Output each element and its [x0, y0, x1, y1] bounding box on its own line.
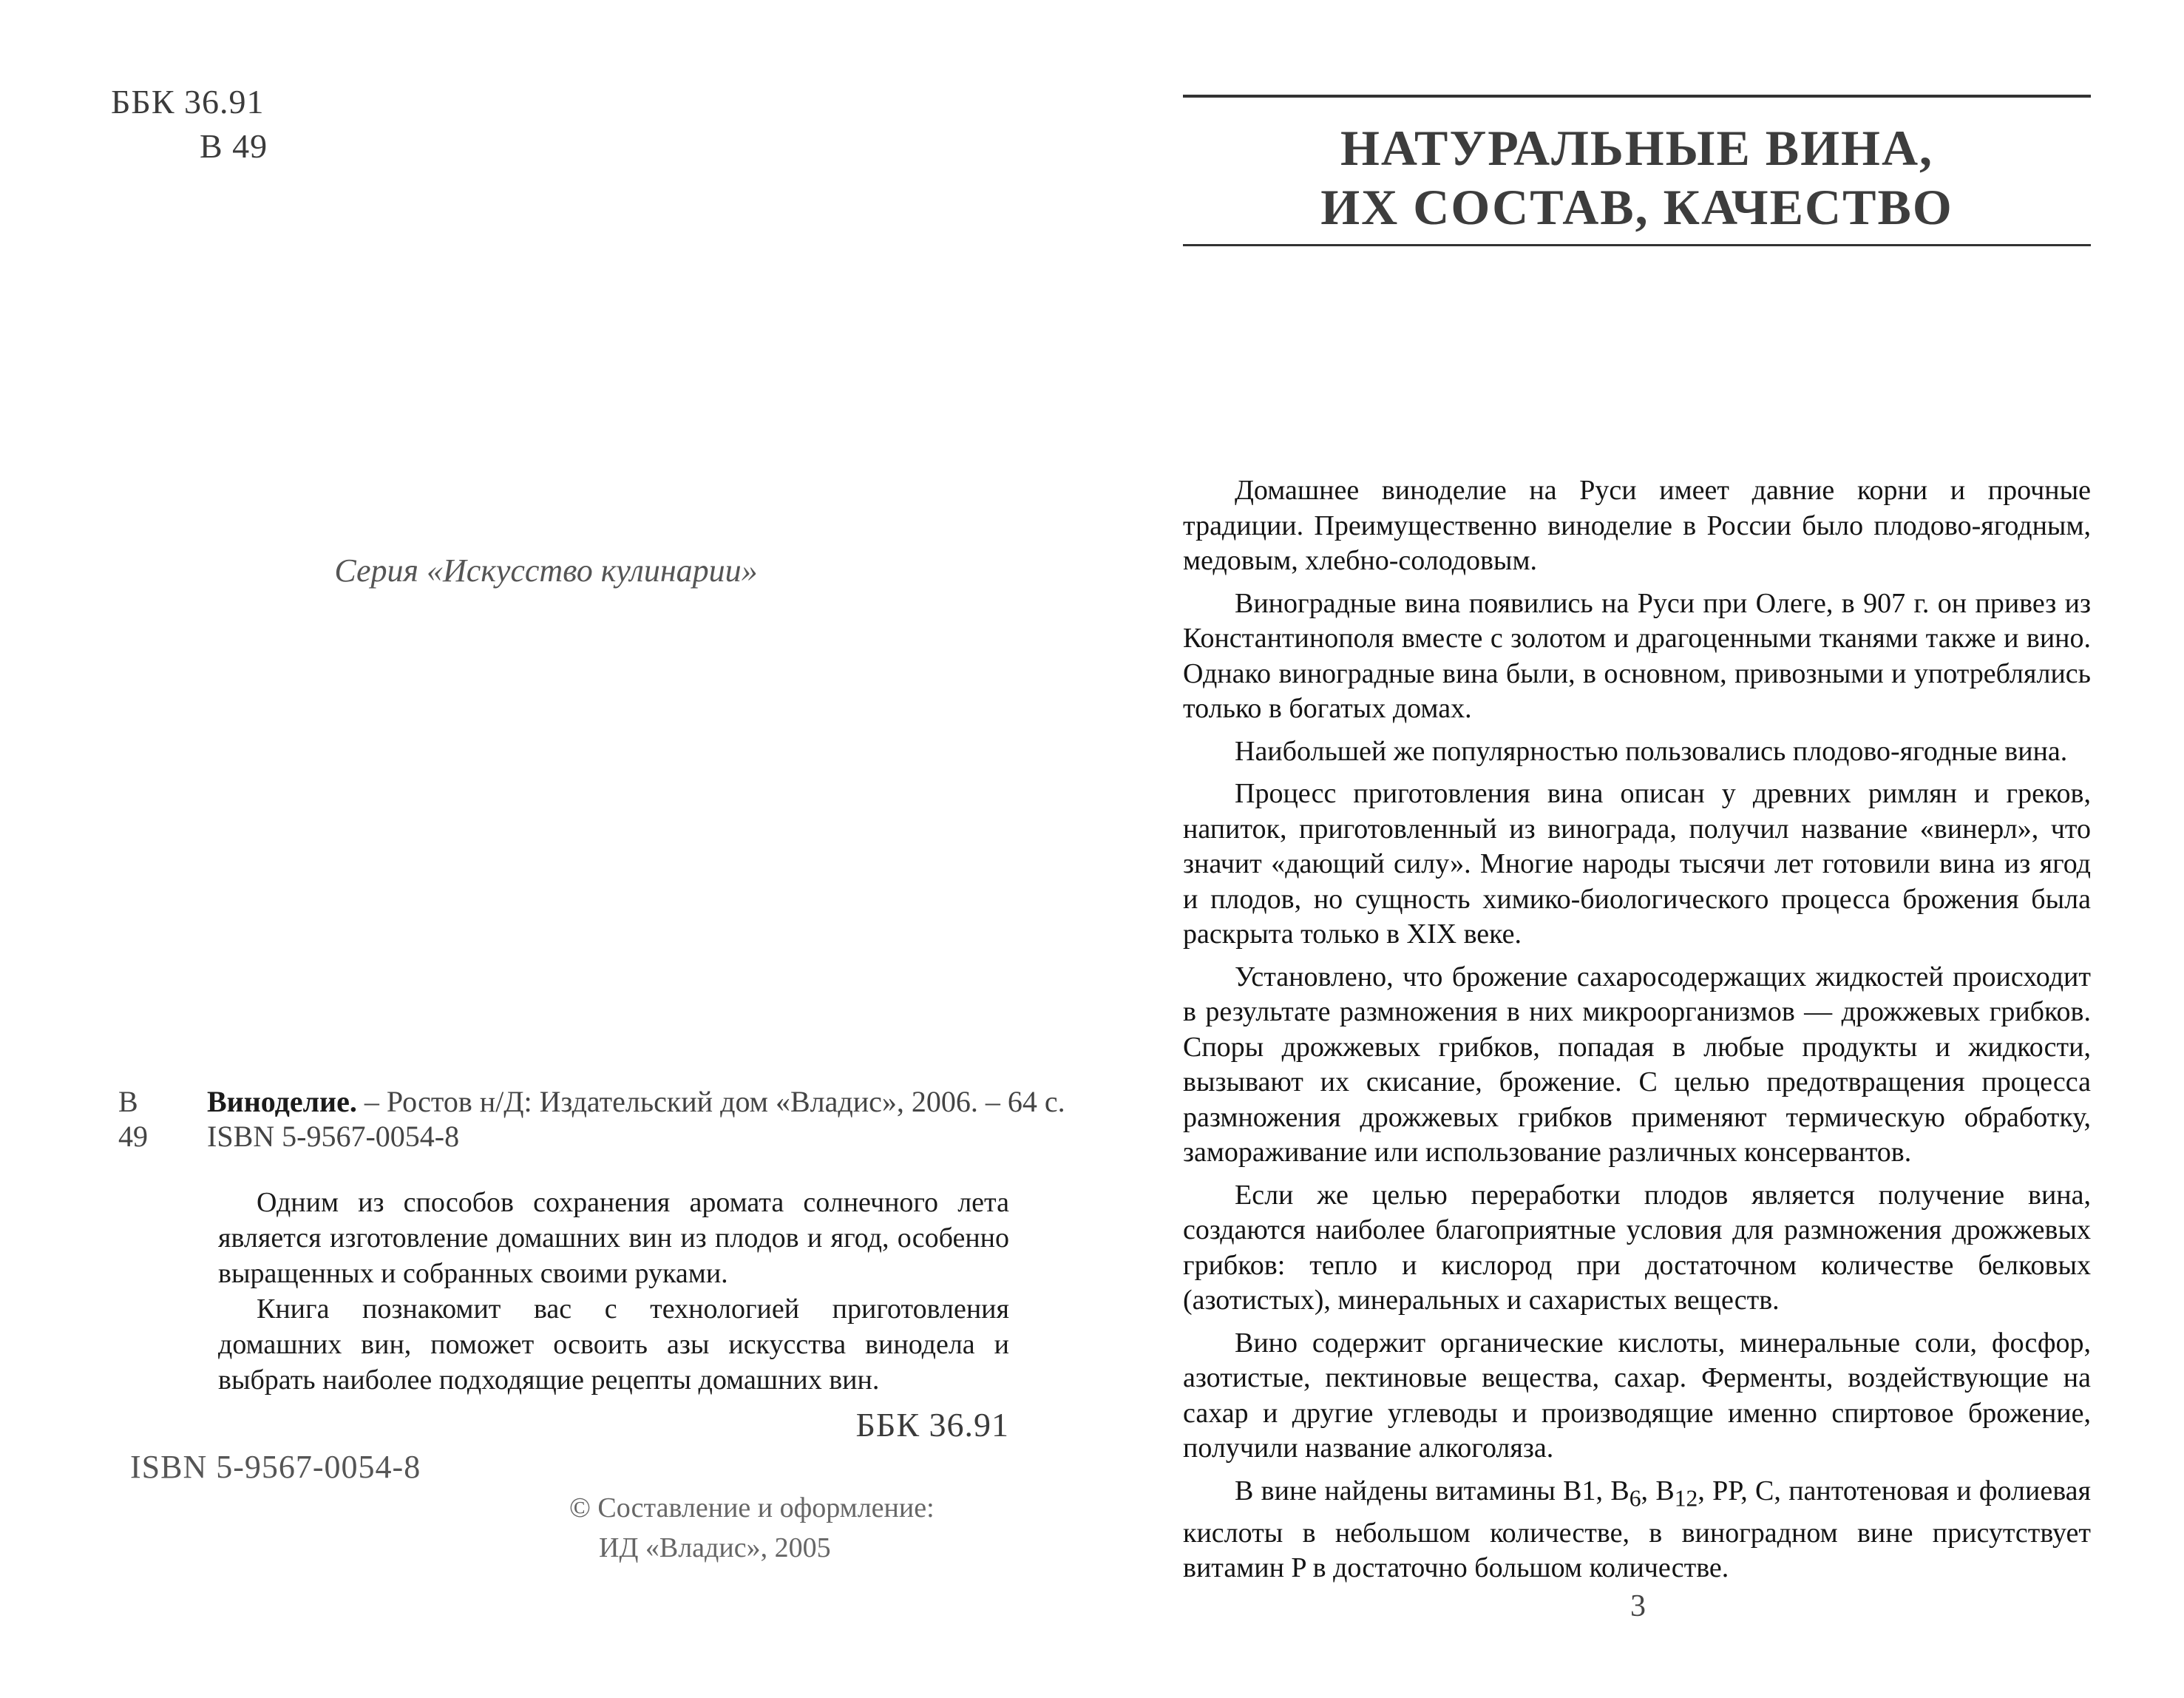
vitamins-intro: В вине найдены витамины B1, B	[1235, 1475, 1629, 1506]
paragraph: Наибольшей же популярностью пользовались плодово-ягодные вина.	[1235, 735, 2068, 767]
chapter-title-line-1: НАТУРАЛЬНЫЕ ВИНА,	[1340, 120, 1934, 176]
vitamins-rest: , PP, C, пантотеновая и фолиевая кислоты в небольшом количестве, в виноградном вине присутствует витамин P в достаточно большом количестве.	[1183, 1475, 2091, 1584]
author-mark: В 49	[200, 127, 268, 165]
title-rule-top	[1183, 95, 2091, 98]
publication-info: – Ростов н/Д: Издательский дом «Владис», 2006. – 64 с.	[356, 1085, 1065, 1118]
series-title: Серия «Искусство кулинарии»	[334, 552, 758, 589]
copyright-line-1: © Составление и оформление:	[569, 1492, 935, 1523]
paragraph: Установлено, что брожение сахаросодержащих жидкостей происходит в результате размножения в них микроорганизмов — дрожжевых грибков. Споры дрожжевых грибков, попадая в любые продукты и жидкости, вызывают их скисание, брожение. С целью предотвращения процесса размножения дрожжевых грибков применяют термическую обработку, замораживание или использование различных консервантов.	[1183, 961, 2091, 1168]
annotation-paragraph: Одним из способов сохранения аромата солнечного лета является изготовление домашних вин из плодов и ягод, особенно выращенных и собранных своими руками.	[218, 1187, 1009, 1289]
copyright-notice	[569, 1488, 935, 1568]
vitamins-paragraph	[1183, 1474, 2091, 1586]
copyright-line-2: ИД «Владис», 2005	[599, 1532, 831, 1563]
annotation-paragraph: Книга познакомит вас с технологией приготовления домашних вин, поможет освоить азы искусства винодела и выбрать наиболее подходящие рецепты домашних вин.	[218, 1293, 1009, 1396]
annotation	[218, 1185, 1009, 1398]
body-text	[1183, 473, 2091, 1594]
isbn-footer: ISBN 5-9567-0054-8	[130, 1449, 421, 1485]
subscript-6: 6	[1629, 1485, 1641, 1512]
vitamins-mid: , B	[1641, 1475, 1675, 1506]
bbk-index: ББК 36.91	[111, 83, 265, 121]
bibliographic-body	[207, 1084, 1124, 1154]
paragraph: Виноградные вина появились на Руси при Олеге, в 907 г. он привез из Константинополя вместе с золотом и драгоценными тканями также и вино. Однако виноградные вина были, в основном, привозными и употреблялись только в богатых домах.	[1183, 587, 2091, 724]
paragraph: Процесс приготовления вина описан у древних римлян и греков, напиток, приготовленный из винограда, получил название «винерл», что значит «дающий силу». Многие народы тысячи лет готовили вина из ягод и плодов, но сущность химико-биологического процесса брожения была раскрыта только в XIX веке.	[1183, 778, 2091, 950]
paragraph: Вино содержит органические кислоты, минеральные соли, фосфор, азотистые, пектиновые вещества, сахар. Ферменты, воздействующие на сахар и другие углеводы и производящие именно спиртовое брожение, получили название алкоголяза.	[1183, 1327, 2091, 1464]
chapter-title	[1183, 118, 2091, 237]
chapter-title-line-2: ИХ СОСТАВ, КАЧЕСТВО	[1320, 179, 1953, 235]
page-number: 3	[1630, 1589, 1646, 1623]
title-rule-bottom	[1183, 244, 2091, 246]
subscript-12: 12	[1674, 1485, 1698, 1512]
bibliographic-isbn: ISBN 5-9567-0054-8	[207, 1120, 460, 1153]
bibliographic-code: В 49	[118, 1085, 148, 1153]
paragraph: Если же целью переработки плодов является получение вина, создаются наиболее благоприятные условия для размножения дрожжевых грибков: тепло и кислород при достаточном количестве белковых (азотистых), минеральных и сахаристых веществ.	[1183, 1179, 2091, 1316]
bbk-header	[111, 80, 268, 169]
right-page	[1092, 0, 2184, 1698]
bbk-footer: ББК 36.91	[855, 1406, 1009, 1444]
paragraph: Домашнее виноделие на Руси имеет давние корни и прочные традиции. Преимущественно виноделие в России было плодово-ягодным, медовым, хлебно-солодовым.	[1183, 475, 2091, 576]
book-title: Виноделие.	[207, 1085, 357, 1118]
